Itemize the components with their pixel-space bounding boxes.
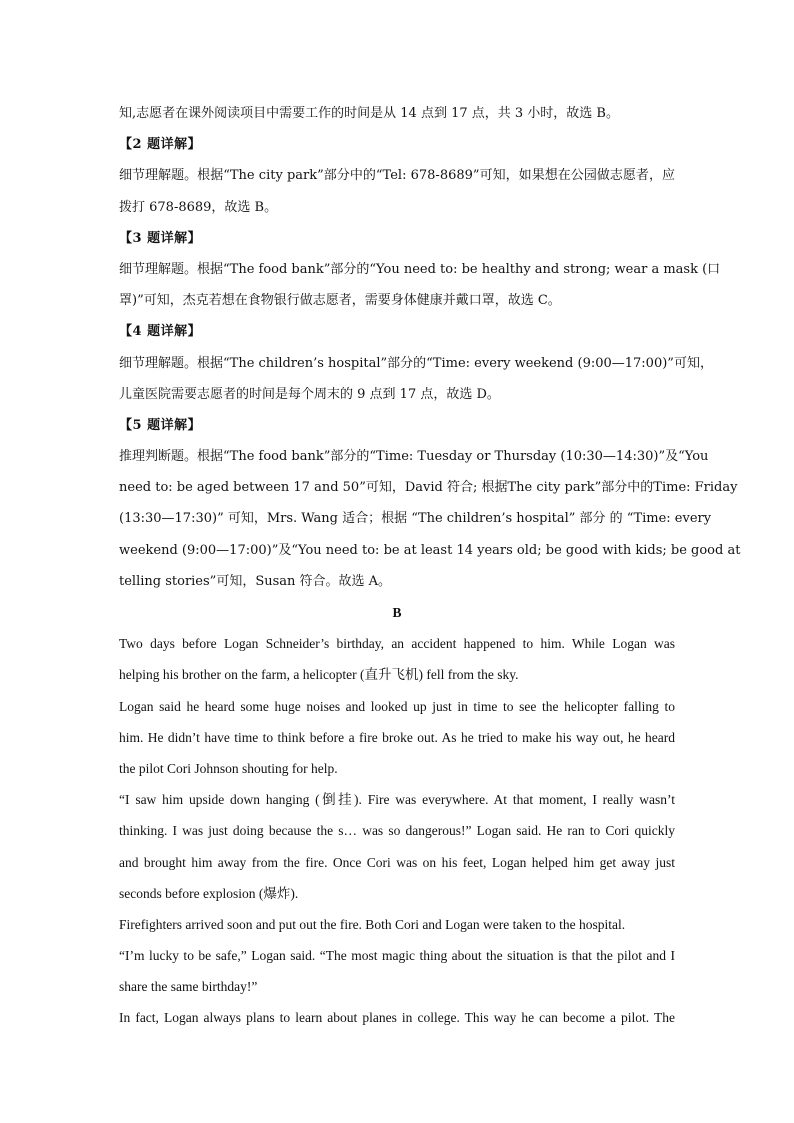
analysis-q3-line: 细节理解题。根据“The food bank”部分的“You need to: be healthy and strong; wear a mask (口 — [119, 261, 721, 277]
analysis-q3-line: 罩)”可知，杰克若想在食物银行做志愿者，需要身体健康并戴口罩，故选 C。 — [119, 293, 561, 309]
passage-b-line: seconds before explosion (爆炸). — [119, 885, 299, 901]
analysis-q5-line: (13:30—17:30)” 可知，Mrs. Wang 适合；根据 “The children’s hospital” 部分 的 “Time: every — [119, 511, 712, 527]
analysis-q5-line: telling stories”可知，Susan 符合。故选 A。 — [119, 573, 392, 589]
analysis-q1-tail: 知,志愿者在课外阅读项目中需要工作的时间是从 14 点到 17 点，共 3 小时，故选 B。 — [119, 106, 619, 121]
page-content — [119, 98, 741, 1034]
analysis-q5-line: need to: be aged between 17 and 50”可知，David 符合; 根据The city park”部分中的Time: Friday — [119, 480, 738, 496]
passage-b-line: thinking. I was just doing because the s… was so dangerous!” Logan said. He ran to Cori quickly — [119, 823, 675, 839]
passage-b-line: Logan said he heard some huge noises and looked up just in time to see the helicopter falling to — [119, 698, 675, 714]
analysis-q2-heading: 【2 题详解】 — [119, 137, 202, 153]
analysis-q5-line: 推理判断题。根据“The food bank”部分的“Time: Tuesday or Thursday (10:30—14:30)”及“You — [119, 449, 709, 465]
passage-b-line: “I’m lucky to be safe,” Logan said. “The most magic thing about the situation is that the pilot and I — [119, 948, 675, 964]
analysis-q4-line: 细节理解题。根据“The children’s hospital”部分的“Time: every weekend (9:00—17:00)”可知， — [119, 355, 713, 371]
passage-b-title: B — [392, 605, 402, 620]
analysis-q2-line: 细节理解题。根据“The city park”部分中的“Tel: 678-8689”可知，如果想在公园做志愿者，应 — [119, 168, 675, 184]
analysis-q2-line: 拨打 678-8689，故选 B。 — [119, 199, 278, 215]
passage-b-line: Firefighters arrived soon and put out the fire. Both Cori and Logan were taken to the hospital. — [119, 916, 626, 932]
passage-b-line: “I saw him upside down hanging (倒挂). Fire was everywhere. At that moment, I really wasn’t — [119, 792, 675, 808]
passage-b-line: the pilot Cori Johnson shouting for help. — [119, 760, 338, 776]
analysis-q4-line: 儿童医院需要志愿者的时间是每个周末的 9 点到 17 点，故选 D。 — [119, 386, 500, 402]
passage-b-line: and brought him away from the fire. Once Cori was on his feet, Logan helped him get away just — [119, 854, 675, 870]
passage-b-line: share the same birthday!” — [119, 979, 258, 995]
passage-b-line: In fact, Logan always plans to learn about planes in college. This way he can become a pilot. The — [119, 1010, 675, 1026]
analysis-q5-line: weekend (9:00—17:00)”及“You need to: be at least 14 years old; be good with kids; be good at — [119, 542, 741, 558]
analysis-q5-heading: 【5 题详解】 — [119, 417, 202, 433]
analysis-q4-heading: 【4 题详解】 — [119, 324, 202, 340]
passage-b-line: him. He didn’t have time to think before a fire broke out. As he tried to make his way out, he heard — [119, 729, 675, 745]
analysis-q3-heading: 【3 题详解】 — [119, 230, 202, 246]
passage-b-line: helping his brother on the farm, a helicopter (直升飞机) fell from the sky. — [119, 667, 519, 683]
passage-b-line: Two days before Logan Schneider’s birthday, an accident happened to him. While Logan was — [119, 636, 675, 652]
